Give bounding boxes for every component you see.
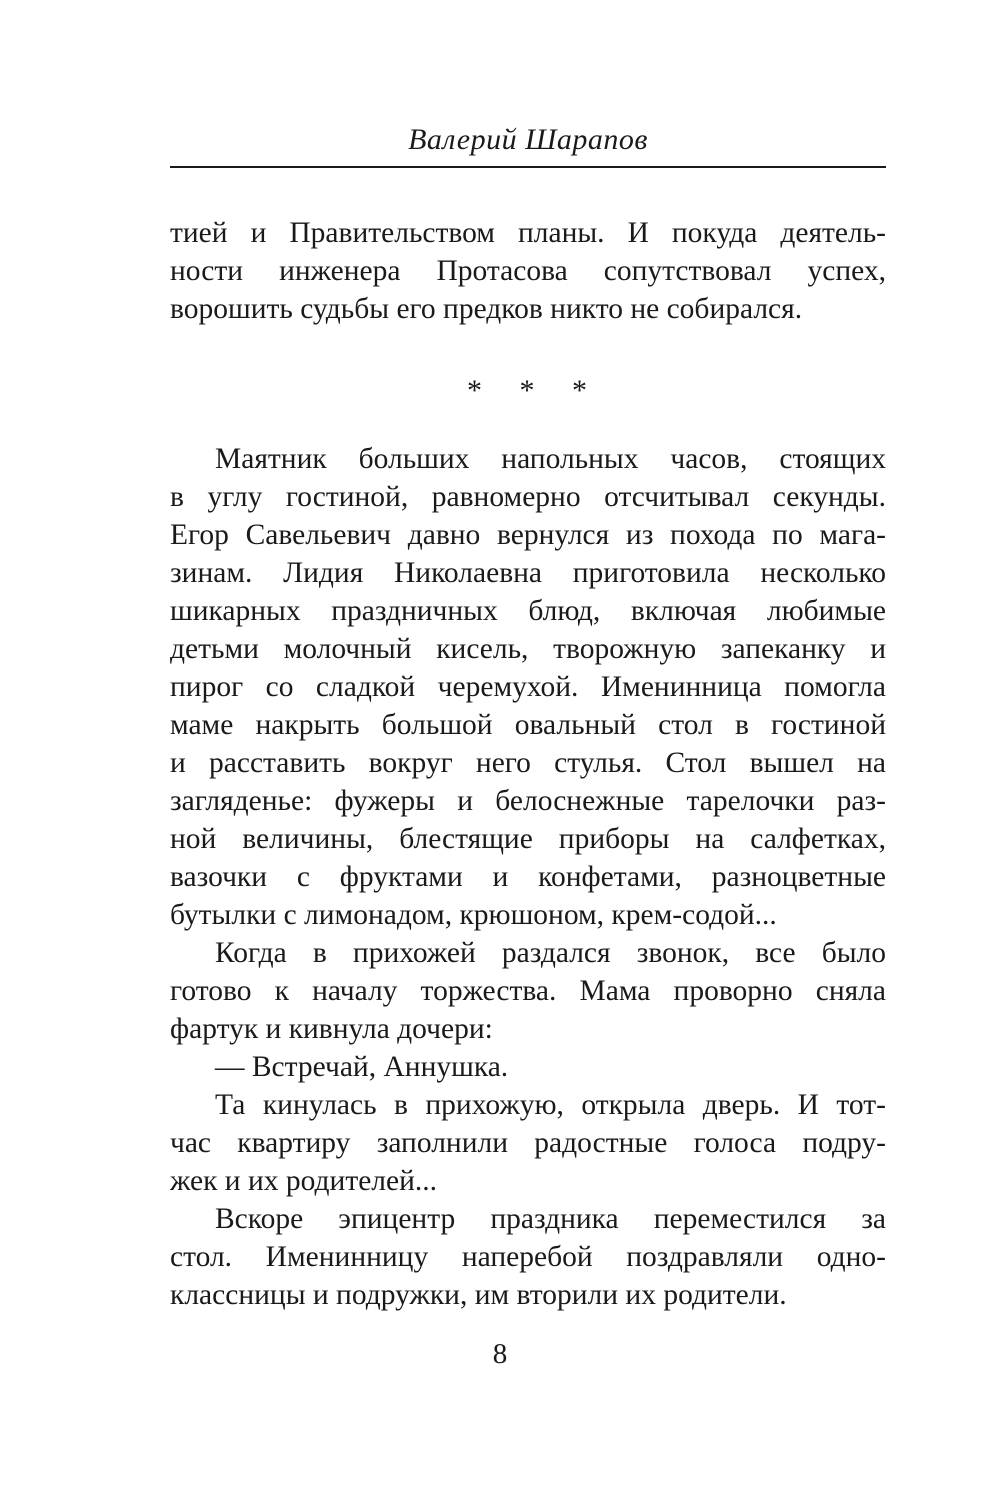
text-line: тией и Правительством планы. И покуда деятель-	[170, 217, 886, 249]
running-header-author: Валерий Шарапов	[408, 123, 648, 156]
paragraph	[170, 440, 886, 934]
body-text	[170, 214, 886, 1314]
text-line: в углу гостиной, равномерно отсчитывал секунды.	[170, 481, 886, 513]
text-line: час квартиру заполнили радостные голоса подру-	[170, 1127, 886, 1159]
text-line: Маятник больших напольных часов, стоящих	[215, 443, 886, 475]
text-line: и расставить вокруг него стулья. Стол вышел на	[170, 747, 886, 779]
paragraph	[170, 1200, 886, 1314]
text-line: зинам. Лидия Николаевна приготовила несколько	[170, 557, 886, 589]
text-line: готово к началу торжества. Мама проворно сняла	[170, 975, 886, 1007]
text-line: жек и их родителей...	[170, 1165, 438, 1197]
text-line: ной величины, блестящие приборы на салфетках,	[170, 823, 886, 855]
header-rule	[170, 166, 886, 168]
section-separator: * * *	[467, 374, 589, 407]
text-line: — Встречай, Аннушка.	[215, 1051, 509, 1083]
paragraph	[170, 1086, 886, 1200]
paragraph	[170, 1048, 886, 1086]
text-line: загляденье: фужеры и белоснежные тарелочки раз-	[170, 785, 886, 817]
text-line: Вскоре эпицентр праздника переместился за	[215, 1203, 886, 1235]
text-line: стол. Именинницу наперебой поздравляли одно-	[170, 1241, 886, 1273]
paragraph	[170, 934, 886, 1048]
text-line: детьми молочный кисель, творожную запеканку и	[170, 633, 886, 665]
text-line: вазочки с фруктами и конфетами, разноцветные	[170, 861, 886, 893]
text-line: ворошить судьбы его предков никто не собирался.	[170, 293, 803, 325]
paragraph	[170, 214, 886, 328]
text-line: бутылки с лимонадом, крюшоном, крем-содой...	[170, 899, 777, 931]
text-line: ности инженера Протасова сопутствовал успех,	[170, 255, 886, 287]
page-number: 8	[492, 1338, 508, 1370]
text-line: маме накрыть большой овальный стол в гостиной	[170, 709, 886, 741]
text-line: Когда в прихожей раздался звонок, все было	[215, 937, 886, 969]
text-line: Та кинулась в прихожую, открыла дверь. И тот-	[215, 1089, 886, 1121]
text-line: Егор Савельевич давно вернулся из похода по мага-	[170, 519, 886, 551]
text-block	[170, 0, 886, 1314]
text-line: классницы и подружки, им вторили их родители.	[170, 1279, 787, 1311]
text-line: фартук и кивнула дочери:	[170, 1013, 493, 1045]
text-line: пирог со сладкой черемухой. Именинница помогла	[170, 671, 886, 703]
text-line: шикарных праздничных блюд, включая любимые	[170, 595, 886, 627]
